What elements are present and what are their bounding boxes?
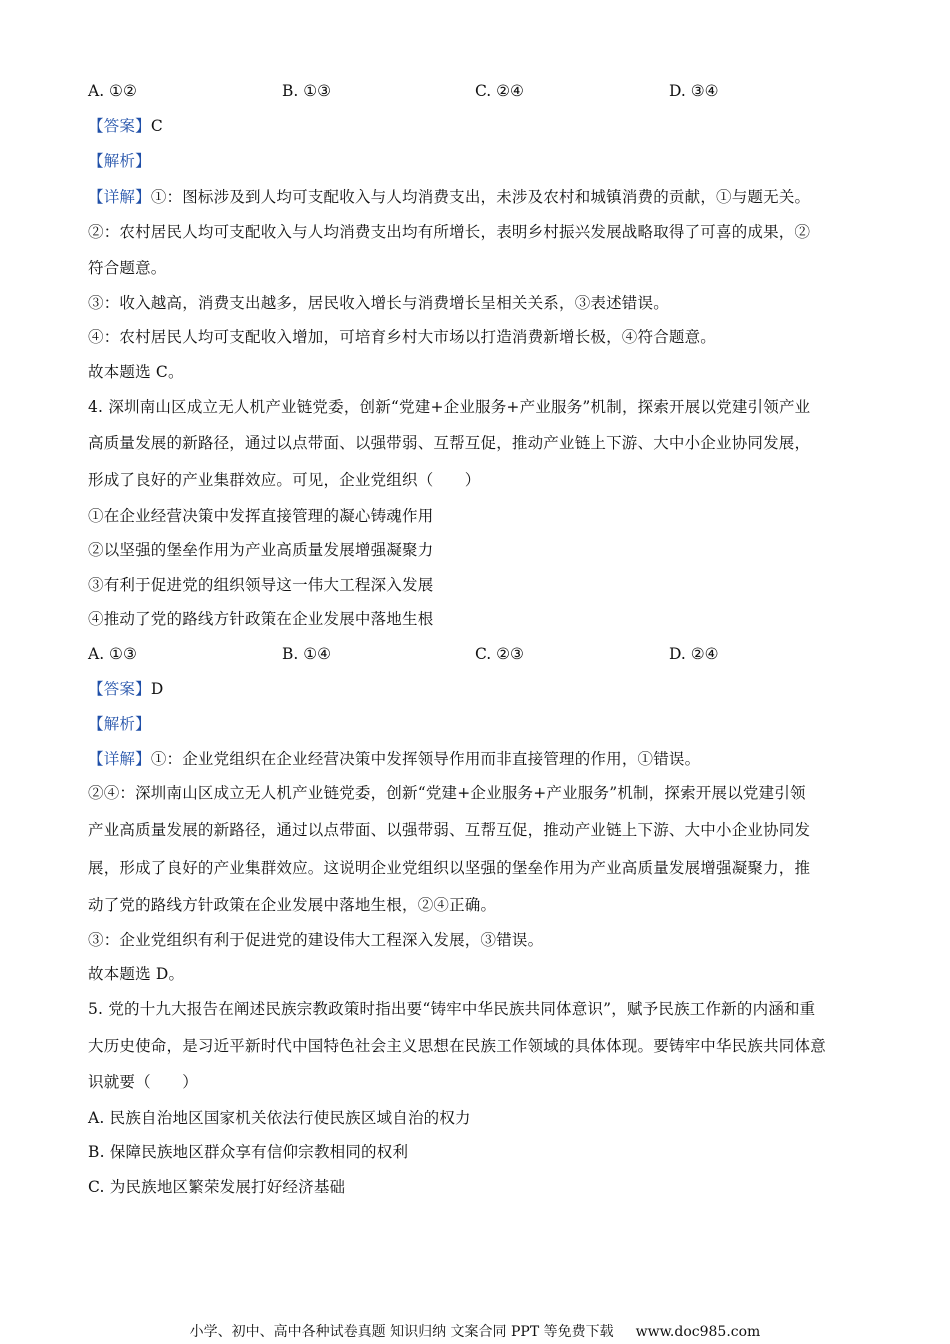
detail-text: ①：企业党组织在企业经营决策中发挥领导作用而非直接管理的作用，①错误。	[150, 750, 701, 768]
q3-detail-1	[88, 186, 878, 208]
q5-option-b: B. 保障民族地区群众享有信仰宗教相同的权利	[88, 1143, 409, 1161]
q4-option-a: A. ①③	[88, 645, 137, 663]
q4-option-c: C. ②③	[475, 645, 524, 663]
q5-stem-2: 大历史使命，是习近平新时代中国特色社会主义思想在民族工作领域的具体体现。要铸牢中华民族共同体意	[88, 1037, 826, 1055]
q4-item-3: ③有利于促进党的组织领导这一伟大工程深入发展	[88, 576, 434, 594]
q4-options	[88, 643, 888, 665]
q4-stem-3: 形成了良好的产业集群效应。可见，企业党组织（ ）	[88, 471, 481, 489]
q3-answer	[88, 115, 878, 137]
q3-detail-4: ④：农村居民人均可支配收入增加，可培育乡村大市场以打造消费新增长极，④符合题意。	[88, 328, 717, 346]
answer-tag: 【答案】	[88, 680, 151, 698]
answer-tag: 【答案】	[88, 117, 151, 135]
q3-option-a: A. ①②	[88, 82, 137, 100]
answer-value: C	[150, 117, 163, 135]
footer-url[interactable]: www.doc985.com	[635, 1324, 761, 1340]
q4-detail-2a: ②④：深圳南山区成立无人机产业链党委，创新“党建+企业服务+产业服务”机制，探索开展以党建引领	[88, 784, 806, 802]
q3-option-b: B. ①③	[282, 82, 332, 100]
q3-detail-3: ③：收入越高，消费支出越多，居民收入增长与消费增长呈相关关系，③表述错误。	[88, 294, 669, 312]
q4-stem-2: 高质量发展的新路径，通过以点带面、以强带弱、互帮互促，推动产业链上下游、大中小企业协同发展，	[88, 434, 811, 452]
q4-option-d: D. ②④	[669, 645, 719, 663]
q4-detail-2d: 动了党的路线方针政策在企业发展中落地生根，②④正确。	[88, 896, 497, 914]
q3-analysis-tag: 【解析】	[88, 152, 151, 170]
detail-tag: 【详解】	[88, 188, 151, 206]
q4-stem-1: 4. 深圳南山区成立无人机产业链党委，创新“党建+企业服务+产业服务”机制，探索开展以党建引领产业	[88, 398, 811, 416]
q4-item-1: ①在企业经营决策中发挥直接管理的凝心铸魂作用	[88, 507, 434, 525]
q3-option-c: C. ②④	[475, 82, 524, 100]
q5-option-c: C. 为民族地区繁荣发展打好经济基础	[88, 1178, 346, 1196]
q4-conclusion: 故本题选 D。	[88, 965, 185, 983]
q5-stem-3: 识就要（ ）	[88, 1073, 198, 1091]
q4-detail-1	[88, 748, 878, 770]
page-footer	[0, 1322, 950, 1342]
q5-option-a: A. 民族自治地区国家机关依法行使民族区域自治的权力	[88, 1109, 471, 1127]
q4-detail-3: ③：企业党组织有利于促进党的建设伟大工程深入发展，③错误。	[88, 931, 544, 949]
q4-detail-2c: 展，形成了良好的产业集群效应。这说明企业党组织以坚强的堡垒作用为产业高质量发展增强凝聚力，推	[88, 859, 811, 877]
answer-value: D	[150, 680, 164, 698]
q4-option-b: B. ①④	[282, 645, 332, 663]
q4-item-2: ②以坚强的堡垒作用为产业高质量发展增强凝聚力	[88, 541, 434, 559]
q4-answer	[88, 678, 878, 700]
q3-option-d: D. ③④	[669, 82, 719, 100]
q3-options	[88, 80, 888, 102]
q3-conclusion: 故本题选 C。	[88, 363, 184, 381]
detail-tag: 【详解】	[88, 750, 151, 768]
q3-detail-2b: 符合题意。	[88, 259, 167, 277]
q5-stem-1: 5. 党的十九大报告在阐述民族宗教政策时指出要“铸牢中华民族共同体意识”，赋予民族工作新的内涵和重	[88, 1000, 816, 1018]
q4-analysis-tag: 【解析】	[88, 715, 151, 733]
detail-text: ①：图标涉及到人均可支配收入与人均消费支出，未涉及农村和城镇消费的贡献，①与题无关。	[150, 188, 811, 206]
q3-detail-2a: ②：农村居民人均可支配收入与人均消费支出均有所增长，表明乡村振兴发展战略取得了可喜的成果，②	[88, 223, 811, 241]
q4-item-4: ④推动了党的路线方针政策在企业发展中落地生根	[88, 610, 434, 628]
footer-text: 小学、初中、高中各种试卷真题 知识归纳 文案合同 PPT 等免费下载	[189, 1324, 614, 1340]
q4-detail-2b: 产业高质量发展的新路径，通过以点带面、以强带弱、互帮互促，推动产业链上下游、大中小企业协同发	[88, 821, 811, 839]
